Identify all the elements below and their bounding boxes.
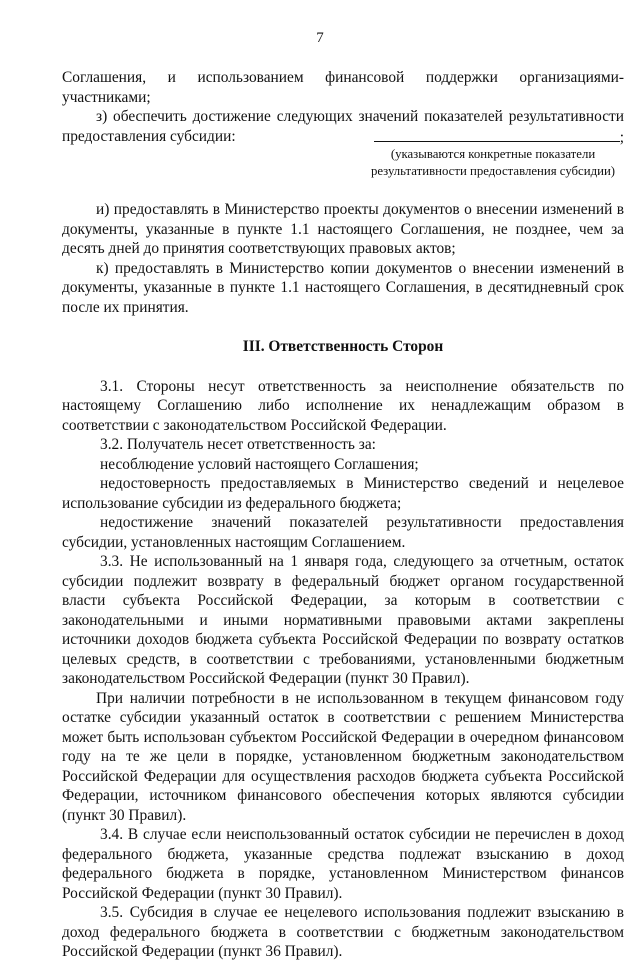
item-z-hint-line1: (указываются конкретные показатели	[390, 147, 596, 161]
spacer	[62, 180, 624, 200]
clause-3-2-c: недостижение значений показателей результативности предоставления субсидии, установленных настоящим Соглашением.	[62, 514, 624, 551]
section-title: III. Ответственность Сторон	[242, 338, 444, 355]
clause-3-4: 3.4. В случае если неиспользованный остаток субсидии не перечислен в доход федерального бюджета, указанные средства подлежат взысканию в доход федерального бюджета в порядке, установленном Министерством финансов Российской Федерации (пункт 30 Правил).	[62, 826, 624, 902]
item-z-hint-line2: результативности предоставления субсидии)	[370, 164, 616, 178]
clause-3-1: 3.1. Стороны несут ответственность за неисполнение обязательств по настоящему Соглашению либо исполнение их ненадлежащим образом в соответствии с законодательством Российской Федерации.	[62, 377, 624, 434]
clause-3-2-a: несоблюдение условий настоящего Соглашения;	[100, 455, 419, 473]
clause-3-2: 3.2. Получатель несет ответственность за:	[100, 436, 376, 453]
spacer	[62, 317, 624, 337]
paragraph-intro-continuation: Соглашения, и использованием финансовой поддержки организациями-участниками;	[62, 69, 624, 106]
item-z-text: з) обеспечить достижение следующих значений показателей результативности предоставления субсидии:	[62, 108, 624, 145]
item-k: к) предоставлять в Министерство копии документов о внесении изменений в документы, указанные в пункте 1.1 настоящего Соглашения, в десятидневный срок после их принятия.	[62, 259, 624, 316]
clause-3-3: 3.3. Не использованный на 1 января года, следующего за отчетным, остаток субсидии подлежит возврату в федеральный бюджет органом государственной власти субъекта Российской Федерации, за которым в соответствии с законодательными и иными нормативными правовыми актами закреплены источники доходов бюджета субъекта Российской Федерации по возврату остатков целевых средств, в соответствии с требованиями, установленными бюджетным законодательством Российской Федерации (пункт 30 Правил).	[62, 553, 624, 687]
item-z-end: ;	[619, 128, 624, 146]
clause-3-2-b: недостоверность предоставляемых в Министерство сведений и нецелевое использование субсидии из федерального бюджета;	[62, 475, 624, 512]
spacer	[62, 357, 624, 377]
item-i: и) предоставлять в Министерство проекты документов о внесении изменений в документы, указанные в пункте 1.1 настоящего Соглашения, не позднее, чем за десять дней до принятия соответствующих правовых актов;	[62, 201, 624, 257]
document-body	[62, 68, 624, 962]
clause-3-5: 3.5. Субсидия в случае ее нецелевого использования подлежит взысканию в доход федерального бюджета в соответствии с бюджетным законодательством Российской Федерации (пункт 36 Правил).	[62, 904, 624, 960]
item-z-blank-line	[374, 127, 620, 142]
clause-3-3-continuation: При наличии потребности в не использованном в текущем финансовом году остатке субсидии указанный остаток в соответствии с решением Министерства может быть использован субъектом Российской Федерации в очередном финансовом году на те же цели в порядке, установленном бюджетным законодательством Российской Федерации для осуществления расходов бюджета субъекта Российской Федерации, источником финансового обеспечения которых являются субсидии (пункт 30 Правил).	[62, 689, 624, 824]
page-number: 7	[316, 30, 324, 46]
